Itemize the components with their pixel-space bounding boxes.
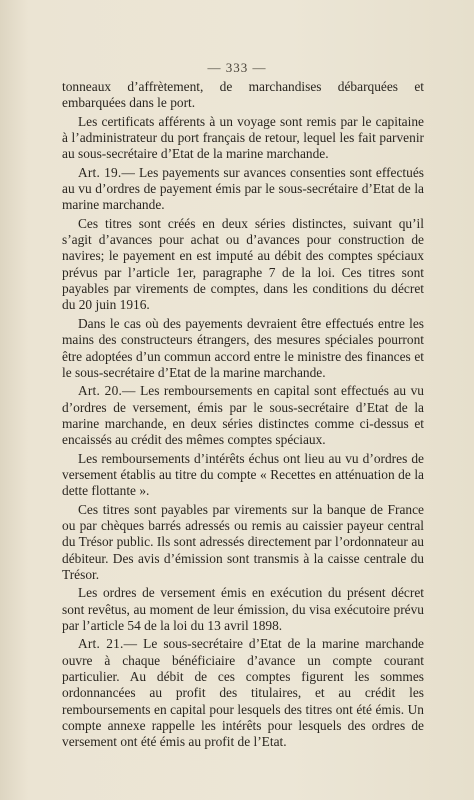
paragraph-text: Les remboursements en capital sont effectués au vu d’ordres de versement, émis par le sous-secrétaire d’Etat de la marine marchande, en deux séries distinctes comme ci-dessus et encaissés au crédit des mêmes comptes spéciaux. [62, 383, 424, 448]
paragraph [62, 316, 424, 381]
article-19 [62, 165, 424, 214]
paragraph-text: Le sous-secrétaire d’Etat de la marine marchande ouvre à chaque bénéficiaire d’avance un compte courant particulier. Au débit de ces comptes figurent les sommes ordonnancées au profit des titulaires, et au crédit les remboursements en capital pour lesquels des titres ont été émis. Un compte annexe rappelle les intérêts pour lesquels des ordres de versement ont été émis au profit de l’Etat. [62, 636, 424, 750]
paragraph-text: Les remboursements d’intérêts échus ont lieu au vu d’ordres de versement établis au titre du compte « Recettes en atténuation de la dette flottante ». [62, 450, 424, 499]
paragraph-text: Les payements sur avances consenties sont effectués au vu d’ordres de payement émis par le sous-secrétaire d’Etat de la marine marchande. [62, 164, 424, 213]
paragraph [62, 114, 424, 163]
body-text [62, 79, 424, 751]
paragraph-text: Les ordres de versement émis en exécution du présent décret sont revêtus, au moment de leur émission, du visa exécutoire prévu par l’article 54 de la loi du 13 avril 1898. [62, 585, 424, 633]
paragraph-text: Ces titres sont payables par virements sur la banque de France ou par chèques barrés adressés ou remis au caissier payeur central du Trésor public. Ils sont adressés directement par l’ordonnateur au débiteur. Des avis d’émission sont transmis à la caisse centrale du Trésor. [62, 501, 424, 582]
page-number: — 333 — [207, 60, 267, 75]
paragraph [62, 216, 424, 314]
article-number: Art. 20.— [78, 383, 136, 399]
article-number: Art. 19.— [78, 164, 136, 180]
paragraph [62, 585, 424, 634]
paragraph-text: Les certificats afférents à un voyage sont remis par le capitaine à l’administrateur du port français de retour, lequel les fait parvenir au sous-secrétaire d’Etat de la marine marchande. [62, 113, 424, 162]
article-20 [62, 383, 424, 448]
article-number: Art. 21.— [78, 636, 138, 652]
paragraph [62, 451, 424, 500]
paragraph-text: Ces titres sont créés en deux séries distinctes, suivant qu’il s’agit d’avances pour achat ou d’avances pour construction de navires; le payement en est imputé au débit des comptes spéciaux prévus par l’article 1er, paragraphe 7 de la loi. Ces titres sont payables par virements de comptes, dans les conditions du décret du 20 juin 1916. [62, 215, 424, 313]
paragraph-continuation [62, 79, 424, 112]
article-21 [62, 636, 424, 750]
paragraph [62, 502, 424, 584]
paragraph-text: tonneaux d’affrètement, de marchandises débarquées et embarquées dans le port. [62, 79, 424, 111]
paragraph-text: Dans le cas où des payements devraient être effectués entre les mains des constructeurs étrangers, des mesures spéciales pourront être adoptées d’un commun accord entre le ministre des finances et le sous-secrétaire d’Etat de la marine marchande. [62, 315, 424, 380]
